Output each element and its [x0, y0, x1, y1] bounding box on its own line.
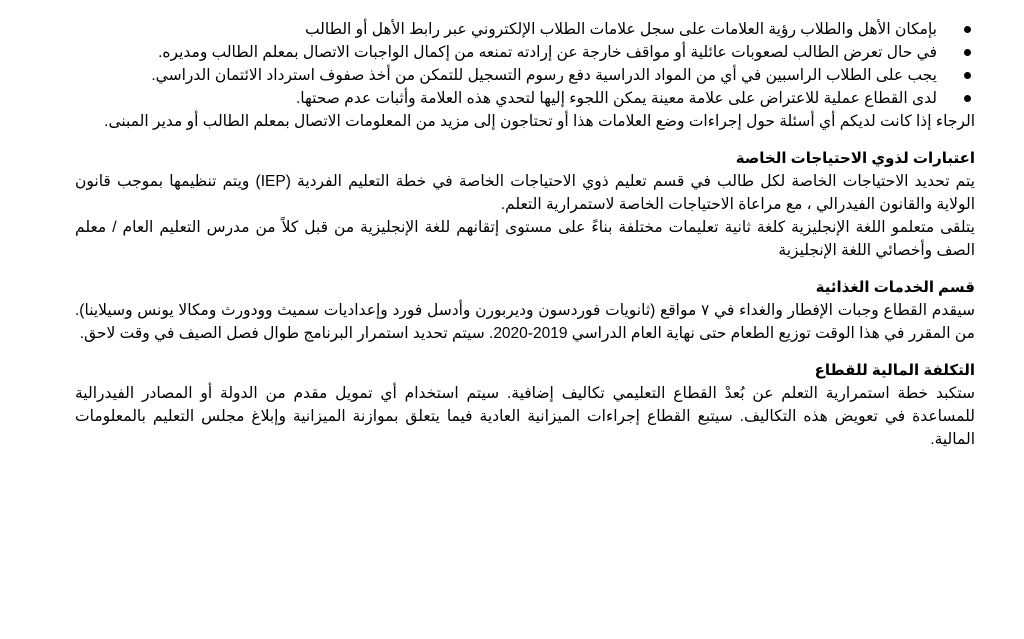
list-item-text: بإمكان الأهل والطلاب رؤية العلامات على سجل علامات الطلاب الإلكتروني عبر رابط الأهل أو الطالب: [304, 21, 937, 38]
document-page: [75, 18, 975, 451]
special-needs-section: [75, 148, 975, 262]
section-heading: قسم الخدمات الغذائية: [815, 279, 975, 296]
bullet-icon: [964, 72, 971, 79]
section-paragraph: سيقدم القطاع وجبات الإفطار والغداء في ٧ مواقع (ثانويات فوردسون وديربورن وأدسل فورد وإعداديات سميث وودورث ومكالا يونس وسيلاينا). من المقرر في هذا الوقت توزيع الطعام حتى نهاية العام الدراسي 2019-2020. سيتم تحديد استمرار البرنامج طوال فصل الصيف في وقت لاحق.: [75, 302, 975, 342]
bullet-icon: [964, 49, 971, 56]
grading-bullet-list: [75, 18, 975, 110]
section-paragraph: ستكبد خطة استمرارية التعلم عن بُعدْ القطاع التعليمي تكاليف إضافية. سيتم استخدام أي تمويل مقدم من الدولة أو المصادر الفيدرالية للمساعدة في تعويض هذه التكاليف. سيتبع القطاع إجراءات الميزانية العادية فيما يتعلق بموازنة الميزانية وإبلاغ مجلس التعليم بالمعلومات المالية.: [75, 385, 975, 448]
list-item: [75, 64, 975, 87]
section-heading: التكلفة المالية للقطاع: [814, 362, 975, 379]
list-item-text: لدى القطاع عملية للاعتراض على علامة معينة يمكن اللجوء إليها لتحدي هذه العلامة وأثبات عدم صحتها.: [295, 90, 937, 107]
list-item: [75, 18, 975, 41]
list-item: [75, 87, 975, 110]
bullet-icon: [964, 95, 971, 102]
bullet-icon: [964, 26, 971, 33]
food-services-section: [75, 277, 975, 345]
financial-cost-section: [75, 360, 975, 451]
list-item: [75, 41, 975, 64]
section-paragraph: يتم تحديد الاحتياجات الخاصة لكل طالب في قسم تعليم ذوي الاحتياجات الخاصة في خطة التعليم الفردية (IEP) ويتم تنظيمها بموجب قانون الولاية والقانون الفيدرالي ، مع مراعاة الاحتياجات الخاصة لاستمرارية التعلم.: [75, 173, 975, 213]
section-paragraph: يتلقى متعلمو اللغة الإنجليزية كلغة ثانية تعليمات مختلفة بناءً على مستوى إتقانهم للغة الإنجليزية من قبل كلاً من مدرس التعليم العام / معلم الصف وأخصائي اللغة الإنجليزية: [75, 219, 975, 259]
list-item-text: يجب على الطلاب الراسبين في أي من المواد الدراسية دفع رسوم التسجيل للتمكن من أخذ صفوف استرداد الائتمان الدراسي.: [151, 67, 937, 84]
closing-note: الرجاء إذا كانت لديكم أي أسئلة حول إجراءات وضع العلامات هذا أو تحتاجون إلى مزيد من المعلومات الاتصال بمعلم الطالب أو مدير المبنى.: [104, 113, 975, 130]
list-item-text: في حال تعرض الطالب لصعوبات عائلية أو مواقف خارجة عن إرادته تمنعه من إكمال الواجبات الاتصال بمعلم الطالب ومديره.: [158, 44, 937, 61]
section-heading: اعتبارات لذوي الاحتياجات الخاصة: [735, 150, 975, 167]
